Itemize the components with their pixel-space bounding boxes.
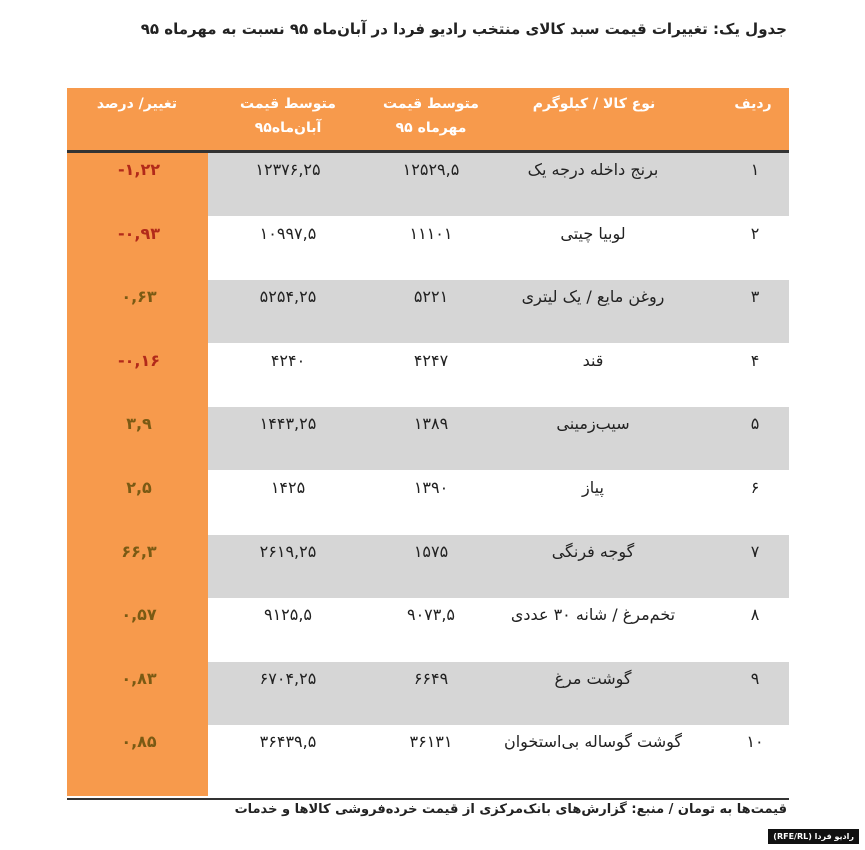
row-item-name: گوشت مرغ [554, 668, 632, 688]
row-aban-price: ۱۰۹۹۷,۵ [259, 223, 317, 243]
row-aban-price: ۳۶۴۳۹,۵ [259, 732, 317, 752]
row-mehr-price: ۶۶۴۹ [413, 668, 449, 688]
row-item-name: تخم‌مرغ / شانه ۳۰ عددی [510, 605, 676, 625]
header-index: ردیف [734, 96, 772, 112]
row-aban-price: ۱۴۲۵ [270, 477, 306, 497]
row-index: ۶ [750, 477, 760, 497]
row-aban-price: ۲۶۱۹,۲۵ [259, 541, 317, 561]
table-row [67, 153, 789, 217]
row-mehr-price: ۳۶۱۳۱ [409, 732, 453, 752]
row-index: ۳ [750, 287, 760, 307]
row-change-percent: ۳,۹ [126, 414, 152, 434]
table-row [67, 407, 789, 471]
row-aban-price: ۶۷۰۴,۲۵ [259, 668, 317, 688]
table-row [67, 280, 789, 344]
table-row [67, 471, 789, 535]
table-row [67, 344, 789, 408]
row-index: ۵ [750, 414, 760, 434]
row-item-name: برنج داخله درجه یک [527, 160, 659, 179]
row-aban-price: ۱۲۳۷۶,۲۵ [255, 160, 321, 179]
row-item-name: گوجه فرنگی [551, 541, 635, 561]
table-header [67, 88, 789, 153]
row-mehr-price: ۱۳۸۹ [413, 414, 449, 434]
table-row [67, 535, 789, 599]
row-mehr-price: ۹۰۷۳,۵ [406, 605, 456, 625]
row-change-percent: ۰,۸۵ [121, 732, 157, 752]
row-change-percent: -۰,۱۶ [117, 350, 160, 370]
row-change-percent: ۰,۶۳ [121, 287, 157, 307]
table-row [67, 598, 789, 662]
row-index: ۸ [750, 605, 760, 625]
row-change-percent: ۶۶,۳ [121, 541, 157, 561]
row-mehr-price: ۱۲۵۲۹,۵ [402, 160, 460, 179]
table-row [67, 725, 789, 789]
row-mehr-price: ۴۲۴۷ [413, 350, 449, 370]
price-table [67, 88, 789, 789]
header-change-percent: تغییر/ درصد [96, 96, 178, 112]
row-change-percent: ۰,۸۳ [121, 668, 157, 688]
row-index: ۹ [750, 668, 760, 688]
table-row [67, 662, 789, 726]
row-index: ۱۰ [746, 732, 764, 752]
row-index: ۷ [750, 541, 760, 561]
table-title: جدول یک: تغییرات قیمت سبد کالای منتخب رادیو فردا در آبان‌ماه ۹۵ نسبت به مهرماه ۹۵ [140, 20, 787, 38]
row-mehr-price: ۱۵۷۵ [413, 541, 449, 561]
row-item-name: پیاز [582, 477, 604, 497]
row-change-percent: -۰,۹۳ [117, 223, 160, 243]
table-bottom-rule [67, 798, 789, 800]
row-item-name: سیب‌زمینی [556, 414, 630, 434]
row-aban-price: ۵۲۵۴,۲۵ [259, 287, 317, 307]
header-aban-price: متوسط قیمت آبان‌ماه۹۵ [240, 96, 336, 136]
row-index: ۴ [750, 350, 760, 370]
header-item: نوع کالا / کیلوگرم [532, 96, 656, 112]
row-item-name: روغن مایع / یک لیتری [521, 287, 665, 307]
row-mehr-price: ۵۲۲۱ [413, 287, 449, 307]
table-body [67, 153, 789, 789]
row-mehr-price: ۱۳۹۰ [413, 477, 449, 497]
row-item-name: قند [582, 350, 604, 370]
rfe-rl-logo: (RFE/RL) رادیو فردا [768, 829, 859, 844]
row-aban-price: ۹۱۲۵,۵ [263, 605, 313, 625]
table-row [67, 217, 789, 281]
header-mehr-price: متوسط قیمت مهرماه ۹۵ [383, 96, 479, 136]
row-index: ۲ [750, 223, 760, 243]
row-change-percent: ۰,۵۷ [121, 605, 157, 625]
row-index: ۱ [750, 160, 760, 179]
row-change-percent: ۲,۵ [126, 477, 152, 497]
row-mehr-price: ۱۱۱۰۱ [409, 223, 453, 243]
row-change-percent: -۱,۲۲ [117, 160, 160, 179]
row-item-name: لوبیا چیتی [560, 223, 626, 243]
row-aban-price: ۱۴۴۳,۲۵ [259, 414, 317, 434]
table-footnote: قیمت‌ها به تومان / منبع: گزارش‌های بانک‌مرکزی از قیمت خرده‌فروشی کالاها و خدمات [234, 802, 787, 817]
row-item-name: گوشت گوساله بی‌استخوان [503, 732, 683, 752]
row-aban-price: ۴۲۴۰ [270, 350, 306, 370]
